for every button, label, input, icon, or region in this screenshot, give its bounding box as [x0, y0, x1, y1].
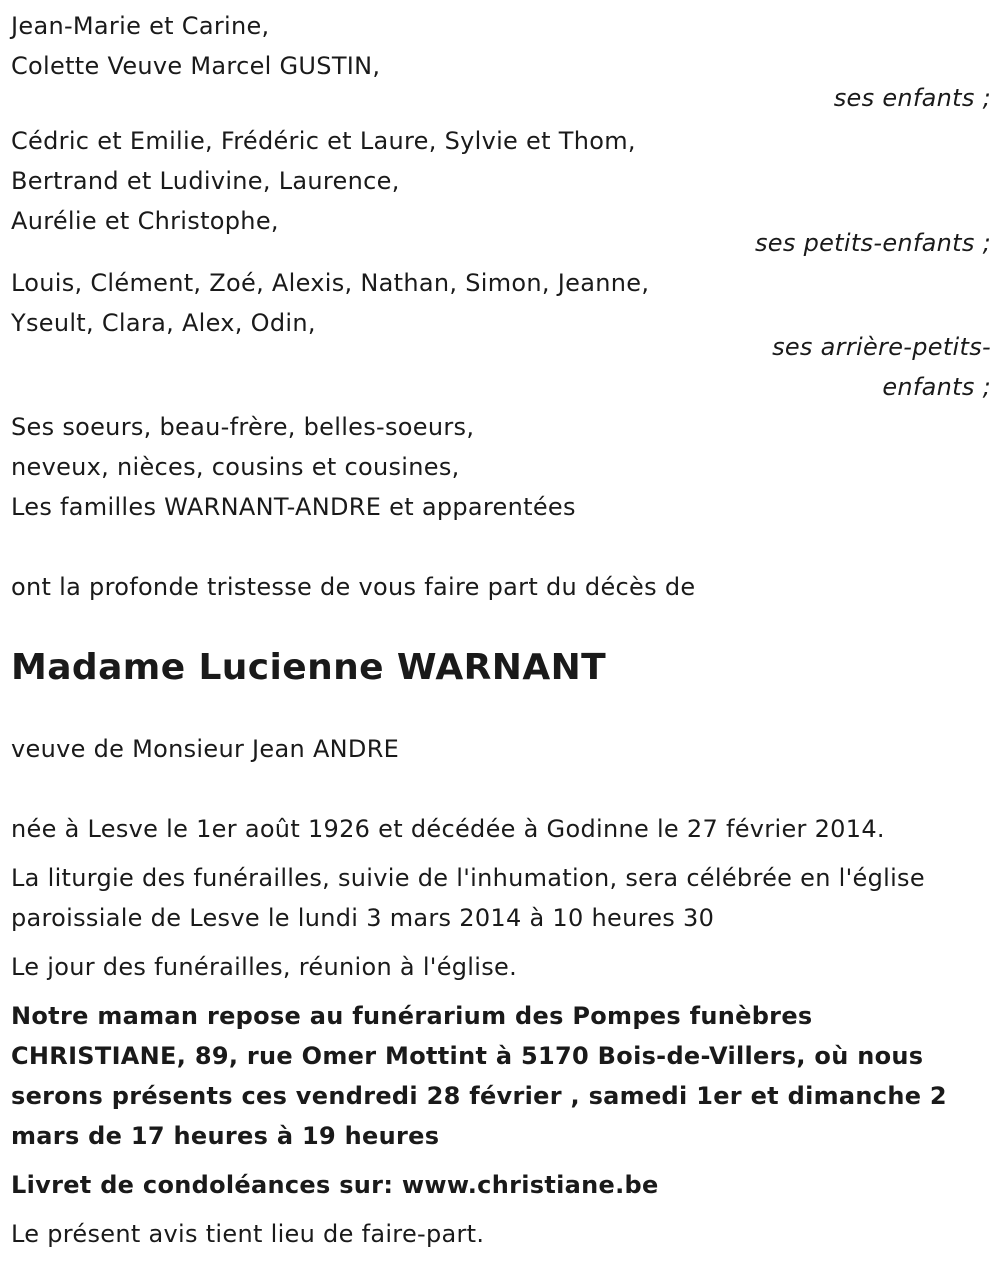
meeting-info: Le jour des funérailles, réunion à l'église.	[11, 953, 518, 981]
funerarium-line: mars de 17 heures à 19 heures	[11, 1122, 440, 1150]
great-grandchildren-section	[11, 263, 991, 407]
liturgy-line: paroissiale de Lesve le lundi 3 mars 2014 à 10 heures 30	[11, 904, 715, 932]
grandchildren-line: Bertrand et Ludivine, Laurence,	[11, 167, 400, 195]
family-section	[11, 407, 991, 527]
liturgy-paragraph	[11, 858, 991, 938]
announcement: ont la profonde tristesse de vous faire part du décès de	[11, 573, 696, 601]
funerarium-line: serons présents ces vendredi 28 février , samedi 1er et dimanche 2	[11, 1082, 947, 1110]
great-grandchildren-line: Yseult, Clara, Alex, Odin,	[11, 309, 316, 337]
grandchildren-line: Aurélie et Christophe,	[11, 207, 279, 235]
family-line: neveux, nièces, cousins et cousines,	[11, 453, 460, 481]
birth-death: née à Lesve le 1er août 1926 et décédée à Godinne le 27 février 2014.	[11, 815, 885, 843]
notice-statement: Le présent avis tient lieu de faire-part.	[11, 1220, 485, 1248]
children-line: Colette Veuve Marcel GUSTIN,	[11, 52, 381, 80]
family-line: Ses soeurs, beau-frère, belles-soeurs,	[11, 413, 475, 441]
children-line: Jean-Marie et Carine,	[11, 12, 270, 40]
children-section	[11, 6, 991, 118]
widow-of: veuve de Monsieur Jean ANDRE	[11, 735, 400, 763]
great-grandchildren-role: enfants ;	[882, 373, 991, 401]
grandchildren-section	[11, 121, 991, 263]
great-grandchildren-role: ses arrière-petits-	[772, 333, 991, 361]
funerarium-line: CHRISTIANE, 89, rue Omer Mottint à 5170 Bois-de-Villers, où nous	[11, 1042, 924, 1070]
funerarium-line: Notre maman repose au funérarium des Pompes funèbres	[11, 1002, 813, 1030]
children-role: ses enfants ;	[833, 84, 991, 112]
obituary-notice	[11, 6, 991, 1254]
funerarium-paragraph	[11, 996, 991, 1156]
family-line: Les familles WARNANT-ANDRE et apparentées	[11, 493, 576, 521]
condolences-link: Livret de condoléances sur: www.christiane.be	[11, 1171, 659, 1199]
deceased-name: Madame Lucienne WARNANT	[11, 647, 607, 688]
grandchildren-role: ses petits-enfants ;	[754, 229, 991, 257]
great-grandchildren-line: Louis, Clément, Zoé, Alexis, Nathan, Simon, Jeanne,	[11, 269, 650, 297]
grandchildren-line: Cédric et Emilie, Frédéric et Laure, Sylvie et Thom,	[11, 127, 636, 155]
liturgy-line: La liturgie des funérailles, suivie de l'inhumation, sera célébrée en l'église	[11, 864, 925, 892]
